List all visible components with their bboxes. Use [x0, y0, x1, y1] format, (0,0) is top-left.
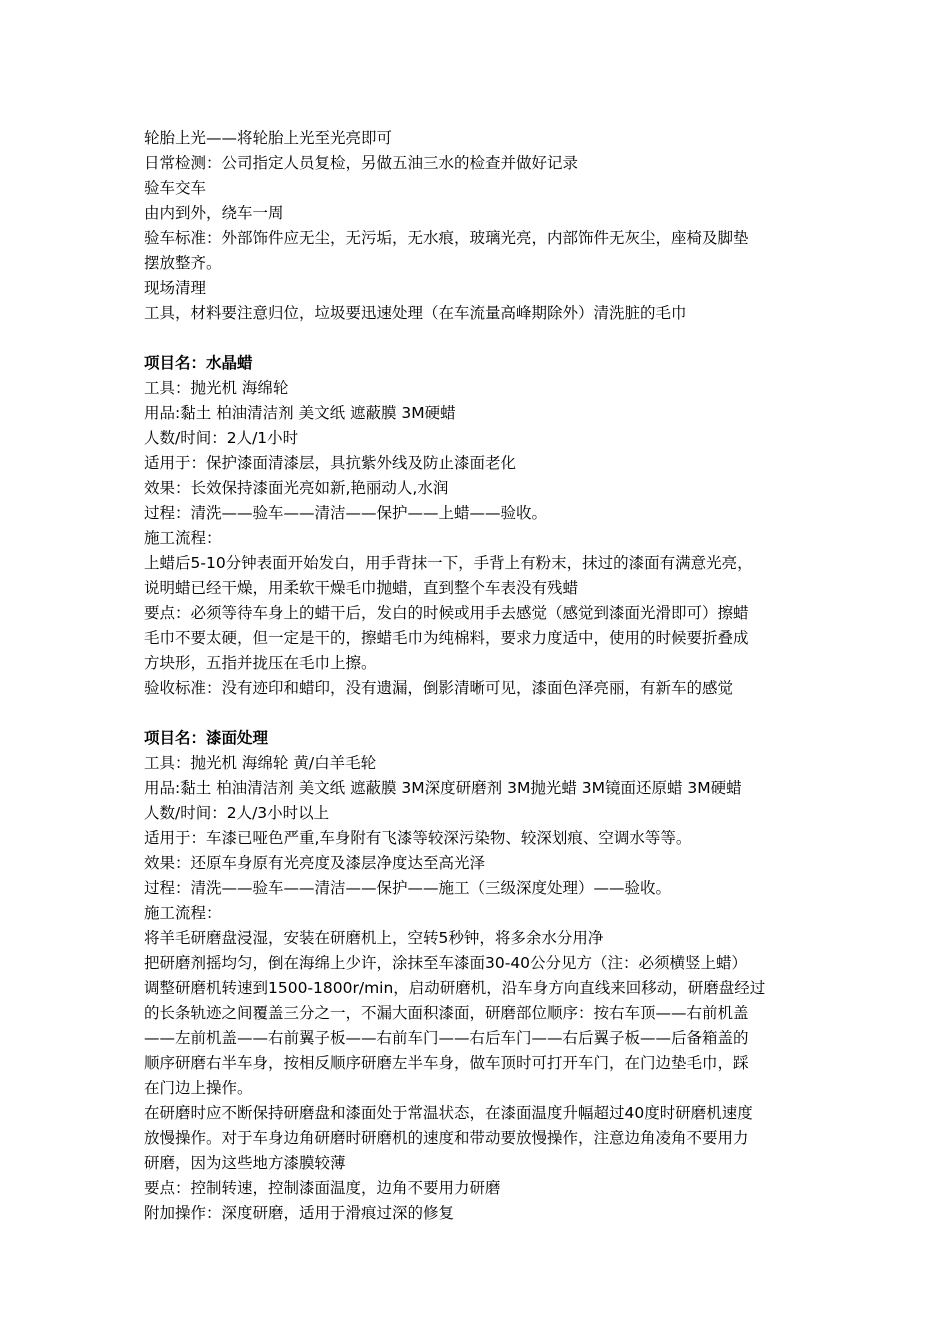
text-line: 顺序研磨右半车身，按相反顺序研磨左半车身，做车顶时可打开车门，在门边垫毛巾，踩 — [144, 1054, 749, 1072]
text-line: 人数/时间：2人/1小时 — [144, 429, 299, 447]
text-line: 施工流程： — [144, 529, 222, 547]
text-line: 在门边上操作。 — [144, 1079, 253, 1097]
text-line: 由内到外，绕车一周 — [144, 204, 284, 222]
section-paint-treatment — [144, 726, 812, 1226]
text-line: 人数/时间：2人/3小时以上 — [144, 804, 330, 822]
text-line: 把研磨剂摇均匀，倒在海绵上少许，涂抹至车漆面30-40公分见方（注：必须横竖上蜡） — [144, 954, 748, 972]
text-line: 工具：抛光机 海绵轮 黄/白羊毛轮 — [144, 754, 377, 772]
text-line: 说明蜡已经干燥，用柔软干燥毛巾抛蜡，直到整个车表没有残蜡 — [144, 579, 579, 597]
text-line: ——左前机盖——右前翼子板——右前车门——右后车门——右后翼子板——后备箱盖的 — [144, 1029, 749, 1047]
text-line: 验收标准：没有迹印和蜡印，没有遗漏，倒影清晰可见，漆面色泽亮丽，有新车的感觉 — [144, 679, 734, 697]
text-line: 适用于：车漆已哑色严重,车身附有飞漆等较深污染物、较深划痕、空调水等等。 — [144, 829, 692, 847]
text-line: 效果：长效保持漆面光亮如新,艳丽动人,水润 — [144, 479, 449, 497]
text-line: 要点：控制转速，控制漆面温度，边角不要用力研磨 — [144, 1179, 501, 1197]
text-line: 毛巾不要太硬，但一定是干的，擦蜡毛巾为纯棉料，要求力度适中，使用的时候要折叠成 — [144, 629, 749, 647]
text-line: 工具：抛光机 海绵轮 — [144, 379, 289, 397]
text-line: 现场清理 — [144, 279, 207, 297]
text-line: 施工流程： — [144, 904, 222, 922]
section-vehicle-handover — [144, 126, 812, 326]
text-line: 验车标准：外部饰件应无尘，无污垢，无水痕，玻璃光亮，内部饰件无灰尘，座椅及脚垫 — [144, 229, 749, 247]
text-line: 放慢操作。对于车身边角研磨时研磨机的速度和带动要放慢操作，注意边角凌角不要用力 — [144, 1129, 749, 1147]
document-body — [144, 126, 812, 1226]
text-line: 研磨，因为这些地方漆膜较薄 — [144, 1154, 346, 1172]
text-line: 摆放整齐。 — [144, 254, 222, 272]
paragraph-gap — [144, 701, 812, 726]
text-line: 工具，材料要注意归位，垃圾要迅速处理（在车流量高峰期除外）清洗脏的毛巾 — [144, 304, 687, 322]
text-line: 用品:黏土 柏油清洁剂 美文纸 遮蔽膜 3M硬蜡 — [144, 404, 456, 422]
section-title: 项目名：漆面处理 — [144, 729, 269, 747]
text-line: 方块形，五指并拢压在毛巾上擦。 — [144, 654, 377, 672]
text-line: 在研磨时应不断保持研磨盘和漆面处于常温状态，在漆面温度升幅超过40度时研磨机速度 — [144, 1104, 753, 1122]
text-line: 用品:黏土 柏油清洁剂 美文纸 遮蔽膜 3M深度研磨剂 3M抛光蜡 3M镜面还原蜡 3M硬蜡 — [144, 779, 742, 797]
text-line: 调整研磨机转速到1500-1800r/min，启动研磨机，沿车身方向直线来回移动，研磨盘经过 — [144, 979, 766, 997]
text-line: 过程：清洗——验车——清洁——保护——施工（三级深度处理）——验收。 — [144, 879, 672, 897]
text-line: 的长条轨迹之间覆盖三分之一，不漏大面积漆面，研磨部位顺序：按右车顶——右前机盖 — [144, 1004, 749, 1022]
text-line: 过程：清洗——验车——清洁——保护——上蜡——验收。 — [144, 504, 548, 522]
paragraph-gap — [144, 326, 812, 351]
text-line: 验车交车 — [144, 179, 207, 197]
text-line: 要点：必须等待车身上的蜡干后，发白的时候或用手去感觉（感觉到漆面光滑即可）擦蜡 — [144, 604, 749, 622]
text-line: 将羊毛研磨盘浸湿，安装在研磨机上，空转5秒钟，将多余水分用净 — [144, 929, 604, 947]
text-line: 附加操作：深度研磨，适用于滑痕过深的修复 — [144, 1204, 455, 1222]
text-line: 轮胎上光——将轮胎上光至光亮即可 — [144, 129, 393, 147]
text-line: 效果：还原车身原有光亮度及漆层净度达至高光泽 — [144, 854, 486, 872]
section-title: 项目名：水晶蜡 — [144, 354, 253, 372]
text-line: 日常检测：公司指定人员复检，另做五油三水的检查并做好记录 — [144, 154, 579, 172]
text-line: 上蜡后5-10分钟表面开始发白，用手背抹一下，手背上有粉末，抹过的漆面有满意光亮， — [144, 554, 753, 572]
section-crystal-wax — [144, 351, 812, 701]
text-line: 适用于：保护漆面清漆层，具抗紫外线及防止漆面老化 — [144, 454, 517, 472]
